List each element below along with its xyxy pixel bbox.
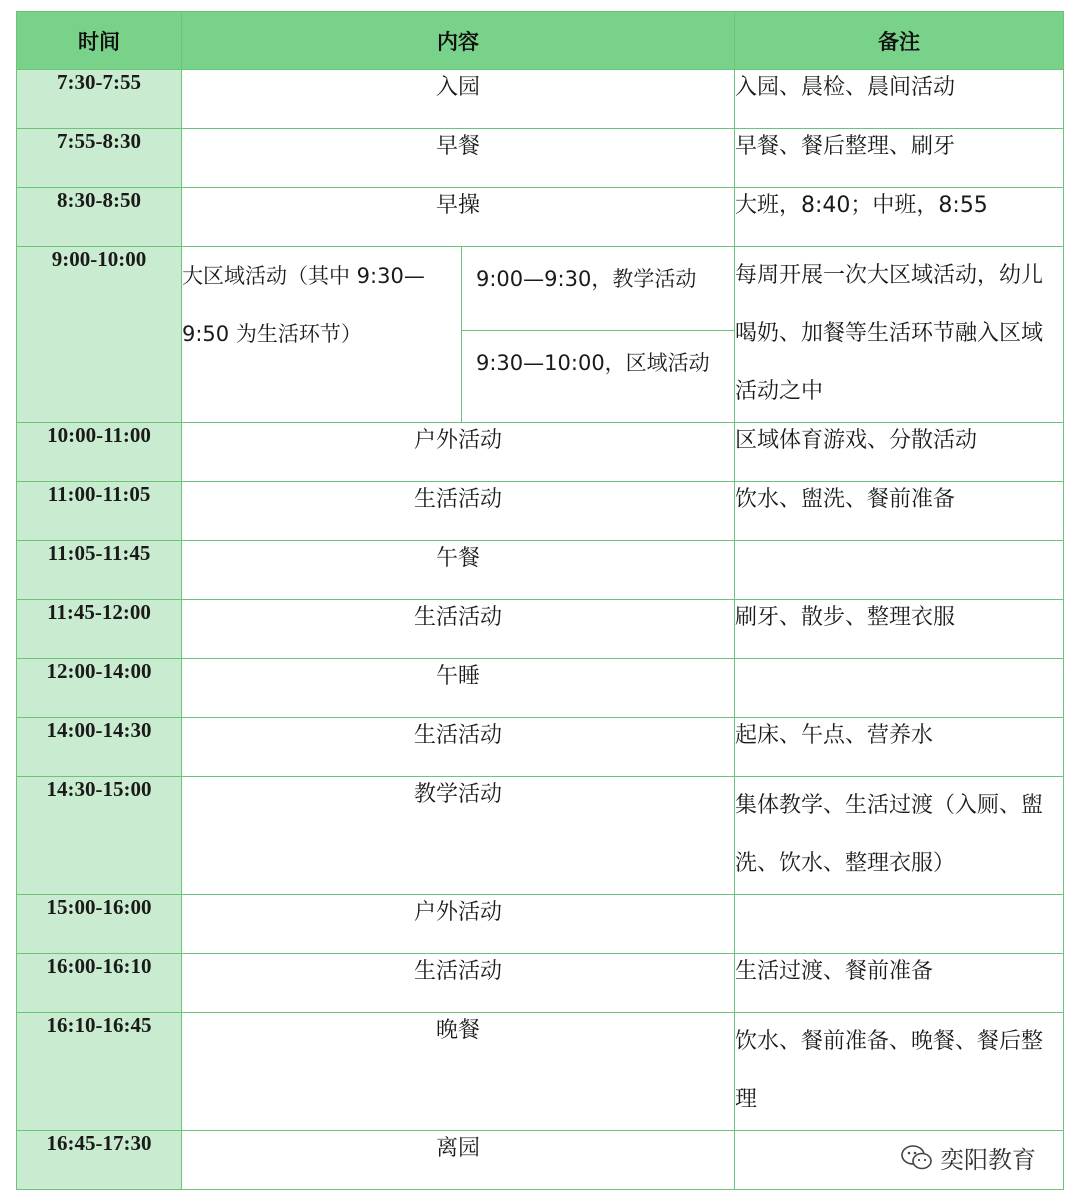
- content-cell: 生活活动: [182, 954, 735, 1013]
- note-cell: 饮水、餐前准备、晚餐、餐后整理: [735, 1013, 1064, 1131]
- table-row: [17, 718, 1064, 777]
- schedule-table: [16, 11, 1064, 1190]
- wechat-icon: [900, 1144, 934, 1172]
- content-cell: 晚餐: [182, 1013, 735, 1131]
- content-cell: 生活活动: [182, 482, 735, 541]
- sub-content-cell: 9:00—9:30，教学活动: [462, 247, 735, 331]
- content-cell: 户外活动: [182, 423, 735, 482]
- content-cell: 离园: [182, 1131, 735, 1190]
- content-cell: 生活活动: [182, 600, 735, 659]
- content-cell: 午睡: [182, 659, 735, 718]
- content-cell: 教学活动: [182, 777, 735, 895]
- header-time: 时间: [17, 12, 182, 70]
- content-cell: 户外活动: [182, 895, 735, 954]
- content-cell: 午餐: [182, 541, 735, 600]
- sub-content-cell: 9:30—10:00，区域活动: [462, 331, 735, 423]
- note-cell: [735, 541, 1064, 600]
- header-note: 备注: [735, 12, 1064, 70]
- note-cell: [735, 895, 1064, 954]
- table-row: [17, 659, 1064, 718]
- time-cell: 10:00-11:00: [17, 423, 182, 482]
- content-cell: 入园: [182, 70, 735, 129]
- time-cell: 14:30-15:00: [17, 777, 182, 895]
- time-cell: 7:55-8:30: [17, 129, 182, 188]
- content-cell: 生活活动: [182, 718, 735, 777]
- note-cell: 刷牙、散步、整理衣服: [735, 600, 1064, 659]
- header-content: 内容: [182, 12, 735, 70]
- watermark: [900, 1140, 1036, 1175]
- table-row: [17, 423, 1064, 482]
- table-row: [17, 129, 1064, 188]
- note-cell: 生活过渡、餐前准备: [735, 954, 1064, 1013]
- note-cell: 集体教学、生活过渡（入厕、盥洗、饮水、整理衣服）: [735, 777, 1064, 895]
- note-cell: 大班，8:40；中班，8:55: [735, 188, 1064, 247]
- content-cell: 大区域活动（其中 9:30—9:50 为生活环节）: [182, 247, 462, 423]
- content-cell: 早操: [182, 188, 735, 247]
- time-cell: 7:30-7:55: [17, 70, 182, 129]
- time-cell: 11:05-11:45: [17, 541, 182, 600]
- note-cell: 饮水、盥洗、餐前准备: [735, 482, 1064, 541]
- time-cell: 11:45-12:00: [17, 600, 182, 659]
- watermark-text: 奕阳教育: [940, 1146, 1036, 1174]
- table-row: [17, 600, 1064, 659]
- table-row: [17, 1013, 1064, 1131]
- table-row: [17, 954, 1064, 1013]
- time-cell: 16:00-16:10: [17, 954, 182, 1013]
- time-cell: 14:00-14:30: [17, 718, 182, 777]
- time-cell: 9:00-10:00: [17, 247, 182, 423]
- table-row: [17, 777, 1064, 895]
- time-cell: 15:00-16:00: [17, 895, 182, 954]
- time-cell: 11:00-11:05: [17, 482, 182, 541]
- time-cell: 16:10-16:45: [17, 1013, 182, 1131]
- content-cell: 早餐: [182, 129, 735, 188]
- note-cell: 区域体育游戏、分散活动: [735, 423, 1064, 482]
- table-row: [17, 482, 1064, 541]
- time-cell: 16:45-17:30: [17, 1131, 182, 1190]
- note-cell: 每周开展一次大区域活动，幼儿喝奶、加餐等生活环节融入区域活动之中: [735, 247, 1064, 423]
- table-row: [17, 247, 1064, 331]
- table-row: [17, 895, 1064, 954]
- table-row: [17, 188, 1064, 247]
- note-cell: 早餐、餐后整理、刷牙: [735, 129, 1064, 188]
- note-cell: 起床、午点、营养水: [735, 718, 1064, 777]
- table-row: [17, 541, 1064, 600]
- table-header-row: [17, 12, 1064, 70]
- time-cell: 12:00-14:00: [17, 659, 182, 718]
- time-cell: 8:30-8:50: [17, 188, 182, 247]
- note-cell: 入园、晨检、晨间活动: [735, 70, 1064, 129]
- note-cell: [735, 659, 1064, 718]
- table-row: [17, 70, 1064, 129]
